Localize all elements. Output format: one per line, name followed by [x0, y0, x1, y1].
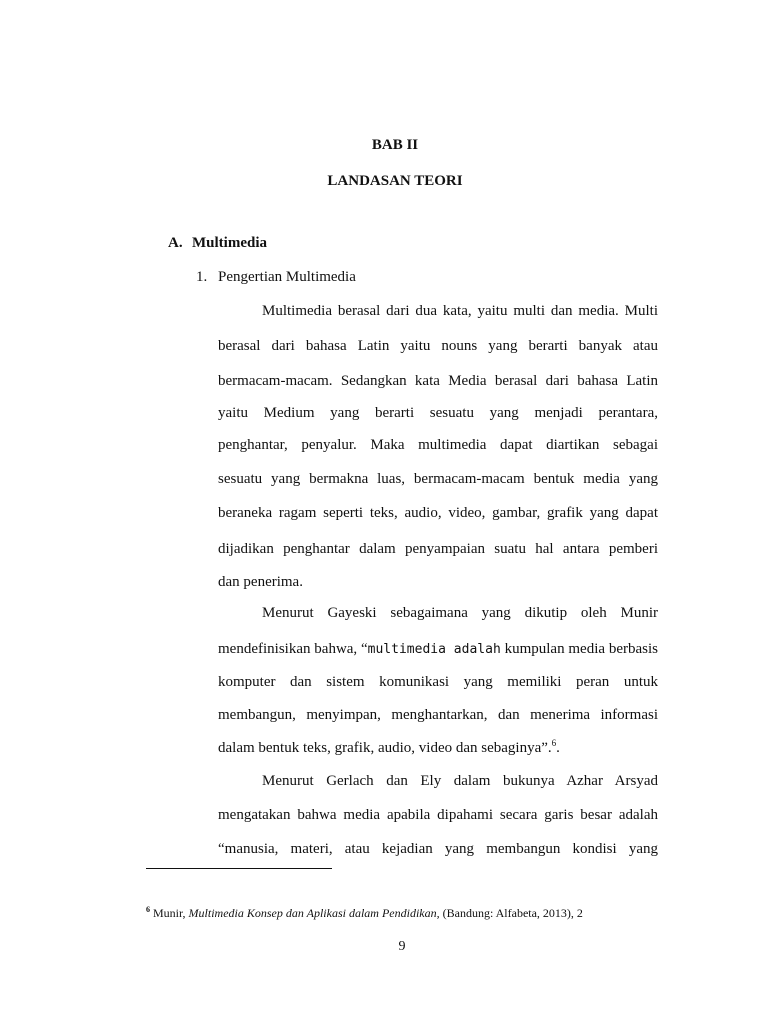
- text-line: bermacam-macam. Sedangkan kata Media berasal dari bahasa Latin: [218, 373, 658, 389]
- text-line: berasal dari bahasa Latin yaitu nouns yang berarti banyak atau: [218, 338, 658, 354]
- text-line: Menurut Gayeski sebagaimana yang dikutip oleh Munir: [262, 605, 658, 621]
- footnote: [146, 906, 583, 921]
- footnote-book-title: Multimedia Konsep dan Aplikasi dalam Pendidikan,: [188, 906, 440, 920]
- text-line: dan penerima.: [218, 574, 303, 590]
- section-title: Multimedia: [192, 235, 267, 251]
- footnote-reference[interactable]: 6: [551, 738, 557, 748]
- chapter-title: LANDASAN TEORI: [327, 173, 463, 189]
- text-line: dijadikan penghantar dalam penyampaian suatu hal antara pemberi: [218, 541, 658, 557]
- text-segment: .: [556, 740, 560, 756]
- text-line: beraneka ragam seperti teks, audio, video, gambar, grafik yang dapat: [218, 505, 658, 521]
- footnote-publication: (Bandung: Alfabeta, 2013), 2: [439, 906, 583, 920]
- footnote-separator: [146, 868, 332, 869]
- subsection-marker: 1.: [196, 269, 208, 285]
- text-line: sesuatu yang bermakna luas, bermacam-macam bentuk media yang: [218, 471, 658, 487]
- text-line: penghantar, penyalur. Maka multimedia dapat diartikan sebagai: [218, 437, 658, 453]
- chapter-number: BAB II: [371, 137, 419, 153]
- text-line: Menurut Gerlach dan Ely dalam bukunya Azhar Arsyad: [262, 773, 658, 789]
- text-line: mengatakan bahwa media apabila dipahami secara garis besar adalah: [218, 807, 658, 823]
- text-line: Multimedia berasal dari dua kata, yaitu multi dan media. Multi: [262, 303, 658, 319]
- text-line: yaitu Medium yang berarti sesuatu yang menjadi perantara,: [218, 405, 658, 421]
- text-line: [218, 640, 658, 659]
- text-line: komputer dan sistem komunikasi yang memiliki peran untuk: [218, 674, 658, 690]
- text-segment: mendefinisikan bahwa, “: [218, 641, 368, 657]
- text-segment: kumpulan media berbasis: [500, 641, 659, 657]
- typewriter-text: multimedia adalah: [367, 642, 501, 657]
- text-line: [218, 739, 658, 757]
- text-line: membangun, menyimpan, menghantarkan, dan menerima informasi: [218, 707, 658, 723]
- footnote-author: Munir,: [150, 906, 189, 920]
- subsection-title: Pengertian Multimedia: [218, 269, 356, 285]
- section-heading: [168, 235, 267, 252]
- text-segment: dalam bentuk teks, grafik, audio, video dan sebaginya”.: [218, 740, 552, 756]
- section-marker: A.: [168, 235, 183, 251]
- text-line: “manusia, materi, atau kejadian yang membangun kondisi yang: [218, 841, 658, 857]
- footnote-number: 6: [146, 905, 150, 914]
- subsection-heading: [196, 269, 356, 286]
- page-number: 9: [398, 939, 406, 954]
